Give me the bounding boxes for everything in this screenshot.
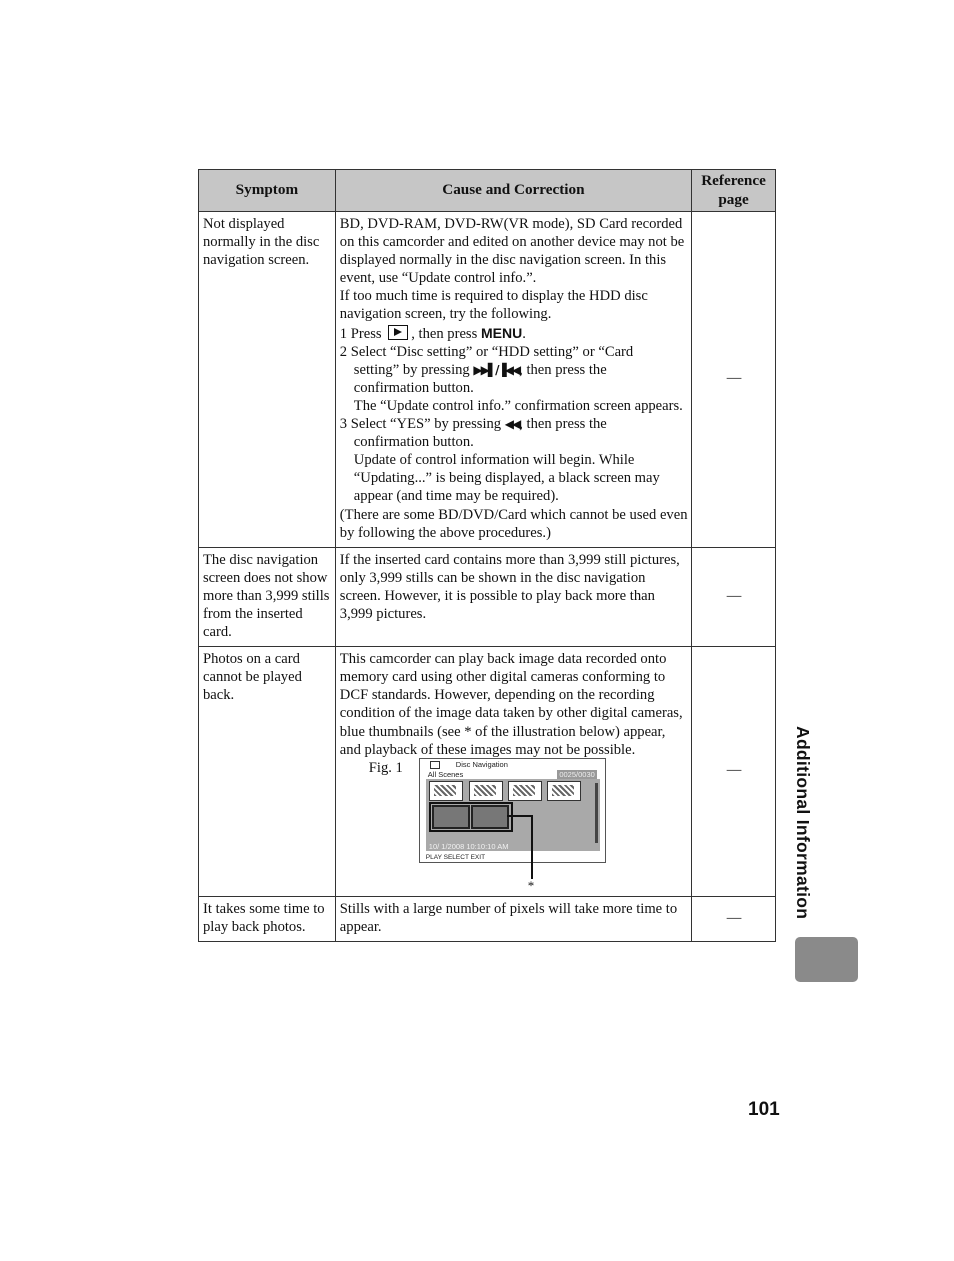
symptom-cell: Not displayed normally in the disc navigation screen.	[199, 212, 336, 548]
table-row	[199, 212, 776, 548]
asterisk-marker: *	[527, 877, 535, 893]
symptom-cell: Photos on a card cannot be played back.	[199, 647, 336, 897]
thumbnail	[469, 781, 503, 801]
cause-paragraph: If too much time is required to display the HDD disc navigation screen, try the following.	[339, 288, 648, 323]
reference-cell: —	[692, 547, 776, 646]
step-3: 3 Select “YES” by pressing ◀◀, then press the	[339, 416, 607, 433]
reference-cell: —	[692, 212, 776, 548]
screen-counter: 0025/0030	[559, 769, 595, 779]
symptom-cell: It takes some time to play back photos.	[199, 896, 336, 941]
table-row	[199, 547, 776, 646]
cause-paragraph: This camcorder can play back image data recorded onto memory card using other digital cameras conforming to DCF standards. However, depending on the recording condition of the image data taken by other digital cameras, blue thumbnails (see * of the illustration below) appear, and playback of these images may not be possible.	[339, 651, 683, 758]
thumbnail	[429, 781, 463, 801]
cause-cell	[335, 647, 691, 897]
screen-subtitle: All Scenes	[427, 769, 464, 779]
figure-1	[340, 759, 688, 891]
table-header-row	[199, 170, 776, 212]
play-button-icon	[388, 325, 408, 340]
cause-paragraph: BD, DVD-RAM, DVD-RW(VR mode), SD Card recorded on this camcorder and edited on another device may not be displayed normally in the disc navigation screen. In this event, use “Update control info.”.	[339, 216, 685, 287]
thumbnail	[547, 781, 581, 801]
scrollbar	[595, 783, 598, 843]
pointer-line	[531, 815, 533, 879]
section-tab	[795, 937, 858, 982]
rewind-icon: ◀◀	[504, 417, 520, 432]
pointer-line	[507, 815, 533, 817]
header-reference: Reference page	[692, 170, 776, 212]
step-2-line: setting” by pressing ▶▶▌/▐◀◀, then press the	[353, 361, 607, 378]
step-2: 2 Select “Disc setting” or “HDD setting” or “Card	[339, 343, 634, 360]
screen-footer: PLAY SELECT EXIT	[425, 853, 486, 861]
page-number: 101	[748, 1099, 780, 1120]
header-cause: Cause and Correction	[335, 170, 691, 212]
figure-label: Fig. 1	[368, 759, 403, 776]
disc-navigation-screen	[419, 758, 606, 863]
camera-icon	[430, 761, 440, 769]
table-row	[199, 647, 776, 897]
troubleshooting-table	[198, 169, 776, 942]
skip-buttons-icon: ▶▶▌/▐◀◀	[473, 362, 520, 377]
table-row	[199, 896, 776, 941]
selection-frame	[429, 802, 513, 832]
step-2-line: confirmation button.	[353, 379, 474, 396]
symptom-cell: The disc navigation screen does not show more than 3,999 stills from the inserted card.	[199, 547, 336, 646]
screen-date: 10/ 1/2008 10:10:10 AM	[428, 841, 509, 851]
reference-cell: —	[692, 647, 776, 897]
closing-note: (There are some BD/DVD/Card which cannot be used even by following the above procedures.)	[339, 506, 688, 541]
cause-cell	[335, 212, 691, 548]
thumbnail	[508, 781, 542, 801]
step-1: 1 Press , then press MENU.	[339, 324, 526, 342]
screen-title: Disc Navigation	[455, 759, 508, 769]
header-symptom: Symptom	[199, 170, 336, 212]
step-2-note: The “Update control info.” confirmation screen appears.	[353, 397, 683, 414]
section-side-label: Additional Information	[793, 726, 813, 920]
step-3-note: Update of control information will begin. While “Updating...” is being displayed, a black screen may appear (and time may be required).	[353, 452, 660, 505]
cause-cell: Stills with a large number of pixels will take more time to appear.	[335, 896, 691, 941]
step-3-line: confirmation button.	[353, 434, 474, 451]
cause-cell: If the inserted card contains more than 3,999 still pictures, only 3,999 stills can be shown in the disc navigation screen. However, it is possible to play back more than 3,999 pictures.	[335, 547, 691, 646]
menu-button-label: MENU	[480, 324, 523, 341]
reference-cell: —	[692, 896, 776, 941]
